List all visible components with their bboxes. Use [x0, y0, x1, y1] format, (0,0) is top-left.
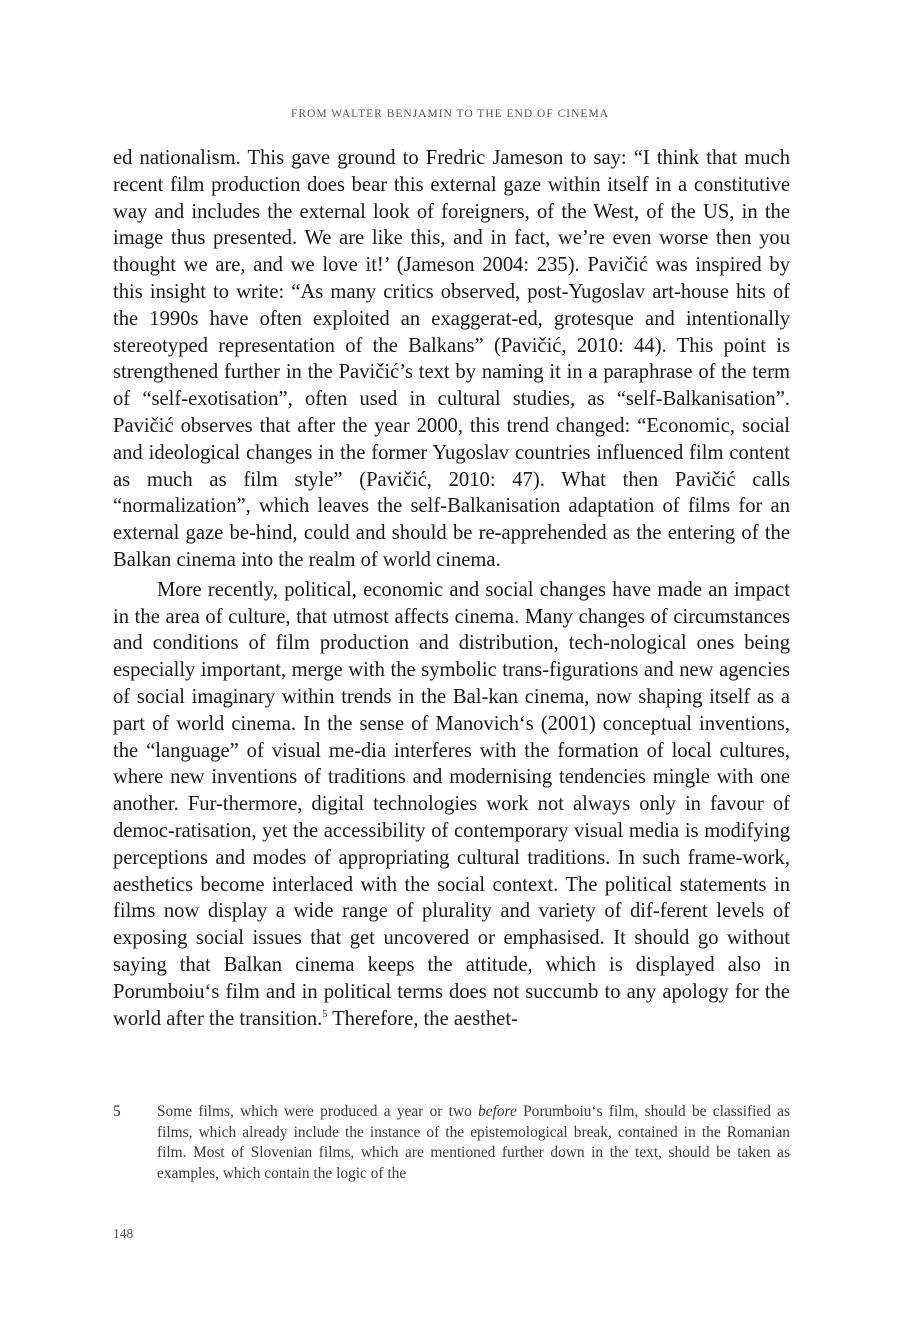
page-number: 148 — [113, 1226, 134, 1241]
footnote-text-start: Some films, which were produced a year or two — [157, 1103, 479, 1120]
footnote-emphasis: before — [478, 1103, 517, 1120]
main-text — [113, 145, 790, 1032]
paragraph-2 — [113, 577, 790, 1033]
paragraph-1: ed nationalism. This gave ground to Fredric Jameson to say: “I think that much recent film production does bear this external gaze within itself in a constitutive way and includes the external look of foreigners, of the West, of the US, in the image thus presented. We are like this, and in fact, we’re even worse then you thought we are, and we love it!’ (Jameson 2004: 235). Pavičić was inspired by this insight to write: “As many critics observed, post-Yugoslav art-house hits of the 1990s have often exploited an exaggerat-ed, grotesque and intentionally stereotyped representation of the Balkans” (Pavičić, 2010: 44). This point is strengthened further in the Pavičić’s text by naming it in a paraphrase of the term of “self-exotisation”, often used in cultural studies, as “self-Balkanisation”. Pavičić observes that after the year 2000, this trend changed: “Economic, social and ideological changes in the former Yugoslav countries influenced film content as much as film style” (Pavičić, 2010: 47). What then Pavičić calls “normalization”, which leaves the self-Balkanisation adaptation of films for an external gaze be-hind, could and should be re-apprehended as the entering of the Balkan cinema into the realm of world cinema. — [113, 147, 790, 571]
footnote — [113, 1102, 790, 1184]
footnote-reference[interactable]: 5 — [322, 1008, 328, 1020]
footnote-text-end: Porumboiu‘s film, should be classified as films, which already include the instance of the epistemological break, contained in the Romanian film. Most of Slovenian films, which are mentioned further down in the text, should be taken as examples, which contain the logic of the — [157, 1103, 790, 1182]
running-header: FROM WALTER BENJAMIN TO THE END OF CINEMA — [291, 108, 609, 120]
paragraph-2-tail: Therefore, the aesthet- — [327, 1007, 518, 1030]
footnote-text — [157, 1102, 790, 1184]
paragraph-2-text: More recently, political, economic and social changes have made an impact in the area of culture, that utmost affects cinema. Many changes of circumstances and conditions of film production and distribution, tech-nological ones being especially important, merge with the symbolic trans-figurations and new agencies of social imaginary within trends in the Bal-kan cinema, now shaping itself as a part of world cinema. In the sense of Manovich‘s (2001) conceptual inventions, the “language” of visual me-dia interferes with the formation of local cultures, where new inventions of traditions and modernising tendencies mingle with one another. Fur-thermore, digital technologies work not always only in favour of democ-ratisation, yet the accessibility of contemporary visual media is modifying perceptions and modes of appropriating cultural traditions. In such frame-work, aesthetics become interlaced with the social context. The political statements in films now display a wide range of plurality and variety of dif-ferent levels of exposing social issues that get uncovered or emphasised. It should go without saying that Balkan cinema keeps the attitude, which is displayed also in Porumboiu‘s film and in political terms does not succumb to any apology for the world after the transition. — [113, 578, 790, 1030]
footnote-number: 5 — [113, 1103, 121, 1120]
